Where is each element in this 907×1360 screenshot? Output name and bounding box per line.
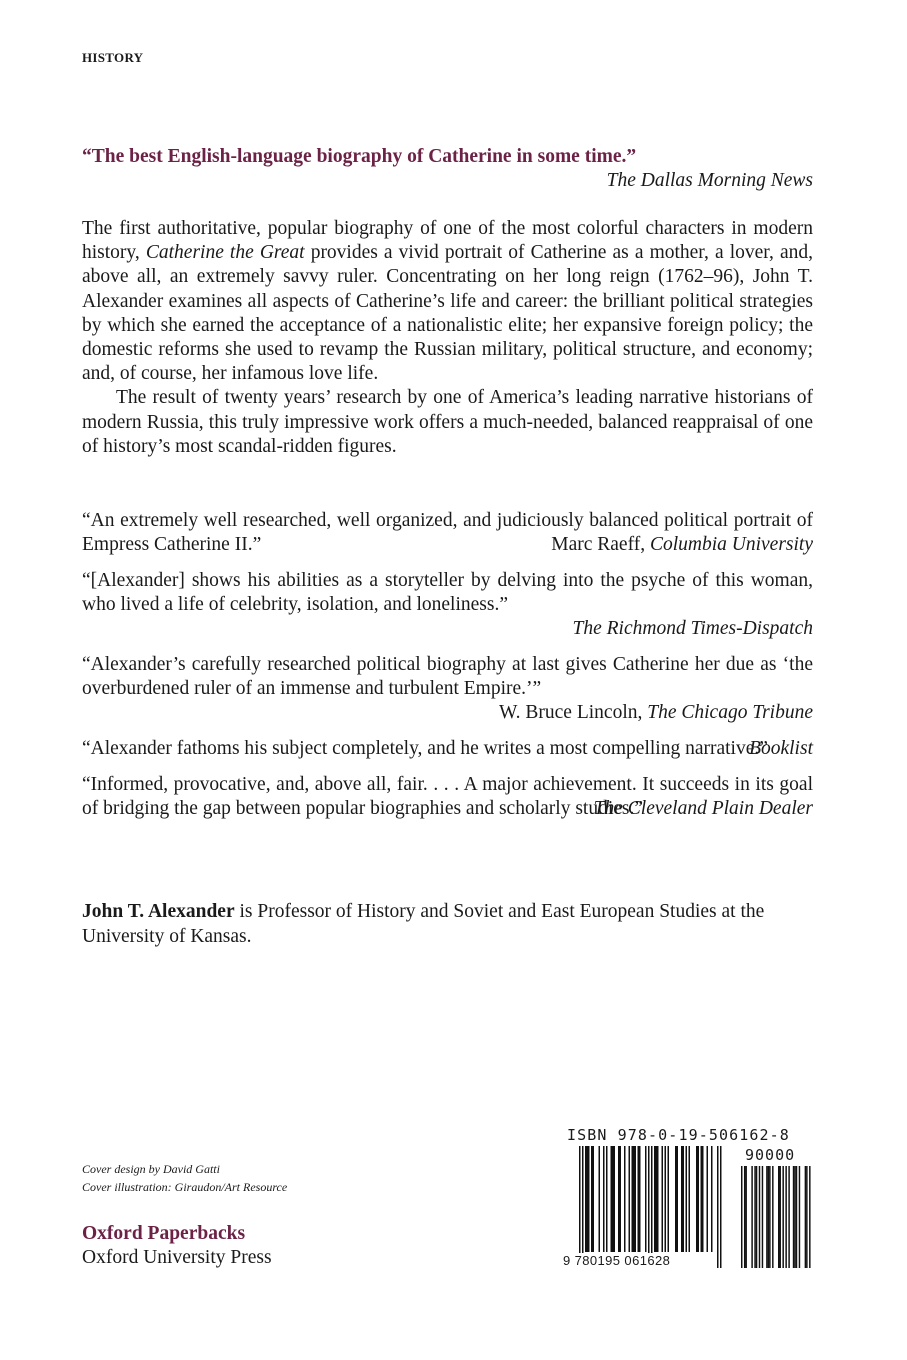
- review-text: “[Alexander] shows his abilities as a storyteller by delving into the psyche of this woman, who lived a life of celebrity, isolation, and loneliness.”: [82, 570, 813, 615]
- review-attribution: [551, 533, 813, 557]
- addon-bar: [766, 1166, 767, 1268]
- review-attribution: [82, 617, 813, 641]
- review-text: “An extremely well researched, well organized, and judiciously balanced political portrait of Empress Catherine II.”: [82, 510, 813, 555]
- addon-bar: [809, 1166, 810, 1268]
- description-paragraph-1: [82, 217, 813, 386]
- review-publication: The Richmond Times-Dispatch: [572, 618, 813, 639]
- review-text: “Alexander’s carefully researched political biography at last gives Catherine her due as ‘the overburdened ruler of an immense and turbulent Empire.’”: [82, 654, 813, 699]
- description-p1-after: provides a vivid portrait of Catherine as a mother, a lover, and, above all, an extremely savvy ruler. Concentrating on her long reign (1762–96), John T. Alexander examines all aspects of Catherine’s life and career: the brilliant political strategies by which she earned the acceptance of a nationalistic elite; her expansive foreign policy; the domestic reforms she used to revamp the Russian military, political structure, and economy; and, of course, her infamous love life.: [82, 242, 813, 385]
- cover-illustration-credit: Cover illustration: Giraudon/Art Resource: [82, 1180, 288, 1194]
- addon-bar: [785, 1166, 786, 1268]
- review-item: [82, 569, 813, 641]
- publisher-imprint: [82, 1222, 272, 1270]
- addon-bar: [772, 1166, 773, 1268]
- addon-bar: [779, 1166, 780, 1268]
- reviewer-name: Marc Raeff,: [551, 534, 650, 555]
- author-bio: [82, 900, 813, 949]
- cover-design-credit: Cover design by David Gatti: [82, 1162, 220, 1176]
- addon-bar: [788, 1166, 789, 1268]
- review-attribution: [82, 701, 813, 725]
- addon-bar: [782, 1166, 783, 1268]
- addon-bar: [799, 1166, 800, 1268]
- review-item: [82, 653, 813, 725]
- addon-bar: [778, 1166, 779, 1268]
- addon-bar: [751, 1166, 752, 1268]
- featured-quote: “The best English-language biography of Catherine in some time.”: [82, 146, 637, 167]
- review-text: “Informed, provocative, and, above all, fair. . . . A major achievement. It succeeds in its goal of bridging the gap between popular biographies and scholarly studies.”: [82, 774, 813, 819]
- book-title: Catherine the Great: [145, 242, 305, 264]
- author-name: John T. Alexander: [82, 901, 235, 922]
- addon-bar: [805, 1166, 806, 1268]
- reviews-list: [82, 509, 813, 833]
- review-item: [82, 509, 813, 557]
- featured-source: The Dallas Morning News: [606, 170, 813, 191]
- addon-bar: [794, 1166, 795, 1268]
- description-paragraph-2: The result of twenty years’ research by one of America’s leading narrative historians of modern Russia, this truly impressive work offers a much-needed, balanced reappraisal of one of history’s most scandal-ridden figures.: [82, 387, 813, 457]
- review-publication: Booklist: [749, 738, 813, 759]
- addon-bar: [759, 1166, 760, 1268]
- ean-digits: 9 780195 061628: [563, 1253, 671, 1268]
- review-item: [82, 737, 813, 761]
- description-p1-before: The first authoritative, popular biography of one of the most colorful characters in modern history,: [82, 218, 813, 264]
- reviewer-affiliation: Columbia University: [649, 534, 813, 555]
- price-code: 90000: [745, 1146, 796, 1164]
- publisher-name: Oxford University Press: [82, 1247, 272, 1268]
- category-label: HISTORY: [82, 50, 144, 65]
- review-publication: The Chicago Tribune: [647, 702, 813, 723]
- isbn-label: ISBN 978-0-19-506162-8: [567, 1126, 790, 1144]
- reviewer-name: W. Bruce Lincoln,: [499, 702, 648, 723]
- review-publication: The Cleveland Plain Dealer: [593, 798, 813, 819]
- author-bio-text: is Professor of History and Soviet and East European Studies at the University of Kansas.: [82, 901, 765, 947]
- addon-bar: [806, 1166, 807, 1268]
- book-description: [82, 217, 813, 459]
- addon-bar: [762, 1166, 763, 1268]
- addon-bar: [793, 1166, 794, 1268]
- review-item: [82, 773, 813, 821]
- addon-bar: [745, 1166, 746, 1268]
- addon-bar: [768, 1166, 769, 1268]
- addon-bar: [756, 1166, 757, 1268]
- addon-bar: [741, 1166, 742, 1268]
- isbn-barcode: [563, 1126, 815, 1276]
- featured-review: [82, 145, 813, 193]
- addon-bar: [796, 1166, 797, 1268]
- review-text: “Alexander fathoms his subject completely, and he writes a most compelling narrative.”: [82, 738, 768, 759]
- addon-bar: [754, 1166, 755, 1268]
- cover-credits: [82, 1160, 287, 1196]
- addon-bar: [769, 1166, 770, 1268]
- addon-bar: [744, 1166, 745, 1268]
- series-name: Oxford Paperbacks: [82, 1223, 246, 1244]
